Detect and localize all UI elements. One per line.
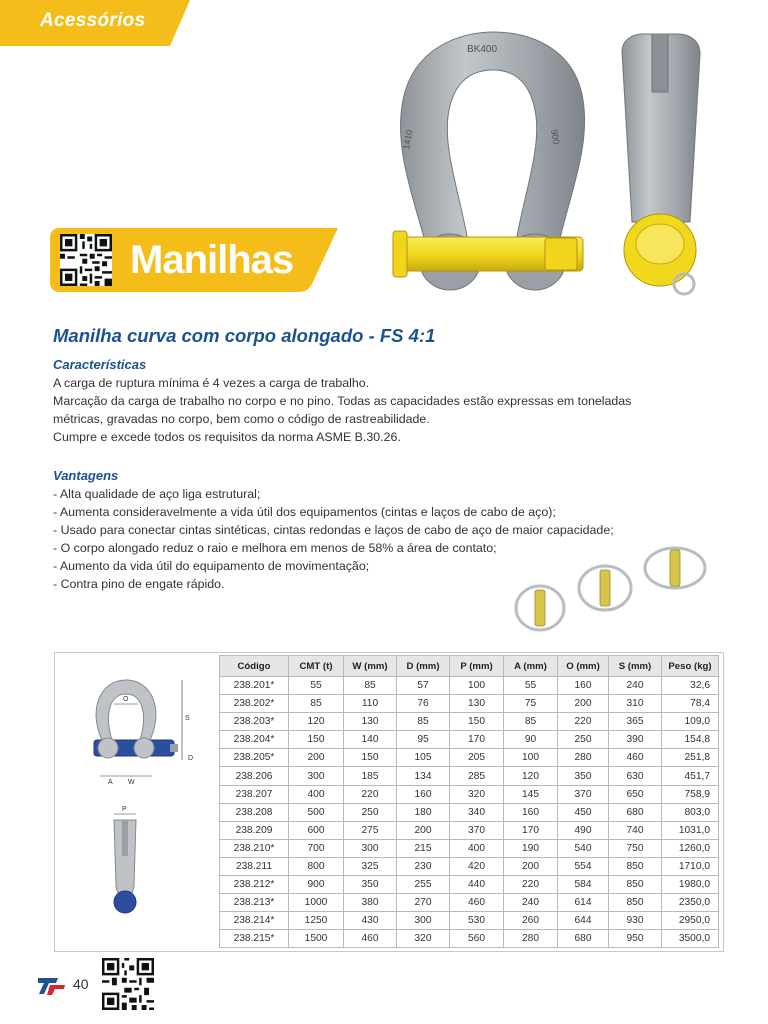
table-cell: 150 <box>289 731 344 749</box>
table-header-cell: W (mm) <box>344 656 397 677</box>
table-cell: 420 <box>450 857 504 875</box>
table-cell: 460 <box>609 749 662 767</box>
table-cell: 220 <box>558 713 609 731</box>
diagram-label-w: W <box>128 779 135 786</box>
table-cell: 700 <box>289 839 344 857</box>
table-cell: 255 <box>397 876 450 894</box>
specs-table <box>219 655 719 948</box>
table-cell: 350 <box>344 876 397 894</box>
table-cell: 900 <box>289 876 344 894</box>
shackle-marking-right: 900 <box>549 128 562 146</box>
table-cell: 200 <box>397 821 450 839</box>
table-cell: 85 <box>344 677 397 695</box>
table-cell: 340 <box>450 803 504 821</box>
table-header-cell: O (mm) <box>558 656 609 677</box>
table-cell: 530 <box>450 912 504 930</box>
table-cell: 55 <box>504 677 558 695</box>
table-cell-code: 238.204* <box>220 731 289 749</box>
table-cell: 145 <box>504 785 558 803</box>
table-row <box>220 857 719 875</box>
table-cell: 758,9 <box>662 785 719 803</box>
table-cell: 380 <box>344 894 397 912</box>
table-header-cell: CMT (t) <box>289 656 344 677</box>
table-body <box>220 677 719 948</box>
table-cell: 134 <box>397 767 450 785</box>
table-cell: 1710,0 <box>662 857 719 875</box>
table-cell: 584 <box>558 876 609 894</box>
shackle-front-image <box>385 30 600 300</box>
vantagens-heading: Vantagens <box>53 468 119 483</box>
table-row <box>220 749 719 767</box>
table-cell: 554 <box>558 857 609 875</box>
table-row <box>220 821 719 839</box>
table-cell: 250 <box>558 731 609 749</box>
table-cell: 205 <box>450 749 504 767</box>
table-cell-code: 238.201* <box>220 677 289 695</box>
vantagens-item: - Alta qualidade de aço liga estrutural; <box>53 487 261 501</box>
table-cell: 930 <box>609 912 662 930</box>
table-row <box>220 731 719 749</box>
table-cell: 1031,0 <box>662 821 719 839</box>
table-cell-code: 238.213* <box>220 894 289 912</box>
table-cell: 650 <box>609 785 662 803</box>
table-row <box>220 695 719 713</box>
table-cell: 300 <box>289 767 344 785</box>
table-header-cell: D (mm) <box>397 656 450 677</box>
table-cell: 560 <box>450 930 504 948</box>
table-row <box>220 803 719 821</box>
table-cell: 120 <box>504 767 558 785</box>
category-title: Manilhas <box>130 238 294 282</box>
diagram-label-a: A <box>108 779 113 786</box>
table-cell: 270 <box>397 894 450 912</box>
table-cell: 154,8 <box>662 731 719 749</box>
vantagens-item: - Aumento da vida útil do equipamento de movimentação; <box>53 559 370 573</box>
brand-logo <box>38 976 66 996</box>
table-cell: 1250 <box>289 912 344 930</box>
table-cell: 350 <box>558 767 609 785</box>
footer-qr-code-icon <box>102 958 154 1010</box>
table-cell: 370 <box>558 785 609 803</box>
table-cell: 220 <box>504 876 558 894</box>
table-cell-code: 238.203* <box>220 713 289 731</box>
table-cell: 140 <box>344 731 397 749</box>
table-cell: 215 <box>397 839 450 857</box>
table-cell: 750 <box>609 839 662 857</box>
table-cell: 200 <box>558 695 609 713</box>
table-row <box>220 677 719 695</box>
table-cell: 1500 <box>289 930 344 948</box>
table-cell: 220 <box>344 785 397 803</box>
table-cell: 370 <box>450 821 504 839</box>
table-header-cell: Peso (kg) <box>662 656 719 677</box>
diagram-label-d: D <box>188 755 194 762</box>
product-title: Manilha curva com corpo alongado - FS 4:1 <box>53 325 436 346</box>
table-cell: 850 <box>609 894 662 912</box>
table-cell: 630 <box>609 767 662 785</box>
table-cell: 75 <box>504 695 558 713</box>
table-cell: 110 <box>344 695 397 713</box>
table-cell: 240 <box>609 677 662 695</box>
table-cell: 160 <box>504 803 558 821</box>
diagram-label-o: O <box>123 696 129 703</box>
table-cell: 2950,0 <box>662 912 719 930</box>
table-cell: 430 <box>344 912 397 930</box>
shackle-marking: BK400 <box>467 44 498 55</box>
table-cell: 460 <box>450 894 504 912</box>
table-cell: 1260,0 <box>662 839 719 857</box>
table-cell: 680 <box>609 803 662 821</box>
table-cell: 300 <box>397 912 450 930</box>
caracteristicas-text <box>53 374 631 446</box>
table-header-row <box>220 656 719 677</box>
table-cell: 200 <box>504 857 558 875</box>
table-cell: 280 <box>558 749 609 767</box>
caracteristicas-line: Marcação da carga de trabalho no corpo e no pino. Todas as capacidades estão expressas em toneladas <box>53 394 632 408</box>
table-cell-code: 238.212* <box>220 876 289 894</box>
table-row <box>220 713 719 731</box>
table-cell-code: 238.210* <box>220 839 289 857</box>
table-cell: 300 <box>344 839 397 857</box>
table-header-cell: S (mm) <box>609 656 662 677</box>
table-cell: 390 <box>609 731 662 749</box>
shackle-diagram <box>78 670 208 935</box>
table-row <box>220 876 719 894</box>
table-cell: 1980,0 <box>662 876 719 894</box>
table-cell: 55 <box>289 677 344 695</box>
table-cell-code: 238.211 <box>220 857 289 875</box>
table-cell: 185 <box>344 767 397 785</box>
table-cell: 850 <box>609 876 662 894</box>
table-cell: 365 <box>609 713 662 731</box>
table-cell-code: 238.206 <box>220 767 289 785</box>
table-cell: 803,0 <box>662 803 719 821</box>
table-cell: 160 <box>558 677 609 695</box>
vantagens-item: - O corpo alongado reduz o raio e melhora em menos de 58% a área de contato; <box>53 541 497 555</box>
page-number: 40 <box>73 976 89 992</box>
table-cell: 180 <box>397 803 450 821</box>
table-cell: 85 <box>504 713 558 731</box>
table-header-cell: P (mm) <box>450 656 504 677</box>
vantagens-item: - Contra pino de engate rápido. <box>53 577 225 591</box>
table-cell: 540 <box>558 839 609 857</box>
table-cell: 614 <box>558 894 609 912</box>
table-cell: 740 <box>609 821 662 839</box>
table-cell: 109,0 <box>662 713 719 731</box>
qr-code-icon <box>60 234 112 286</box>
table-cell: 260 <box>504 912 558 930</box>
section-tab-label: Acessórios <box>40 10 146 31</box>
table-cell: 400 <box>289 785 344 803</box>
table-cell-code: 238.208 <box>220 803 289 821</box>
shackle-marking-left: 1410 <box>401 128 415 151</box>
table-cell: 850 <box>609 857 662 875</box>
table-cell: 95 <box>397 731 450 749</box>
table-cell: 78,4 <box>662 695 719 713</box>
table-cell: 450 <box>558 803 609 821</box>
table-cell: 325 <box>344 857 397 875</box>
vantagens-item: - Aumenta consideravelmente a vida útil dos equipamentos (cintas e laços de cabo de aço); <box>53 505 556 519</box>
table-header-cell: A (mm) <box>504 656 558 677</box>
table-cell: 451,7 <box>662 767 719 785</box>
table-row <box>220 839 719 857</box>
table-cell: 275 <box>344 821 397 839</box>
table-cell-code: 238.207 <box>220 785 289 803</box>
table-cell: 250 <box>344 803 397 821</box>
table-header-cell: Código <box>220 656 289 677</box>
table-cell-code: 238.214* <box>220 912 289 930</box>
table-cell: 150 <box>450 713 504 731</box>
diagram-label-p: P <box>122 806 127 813</box>
table-cell: 32,6 <box>662 677 719 695</box>
table-cell: 85 <box>289 695 344 713</box>
table-cell: 500 <box>289 803 344 821</box>
table-cell: 100 <box>450 677 504 695</box>
table-cell: 320 <box>397 930 450 948</box>
vantagens-item: - Usado para conectar cintas sintéticas, cintas redondas e laços de cabo de aço de maior capacidade; <box>53 523 614 537</box>
table-cell-code: 238.202* <box>220 695 289 713</box>
table-cell: 251,8 <box>662 749 719 767</box>
table-cell: 170 <box>504 821 558 839</box>
table-cell: 90 <box>504 731 558 749</box>
table-cell: 644 <box>558 912 609 930</box>
table-cell: 310 <box>609 695 662 713</box>
table-cell: 160 <box>397 785 450 803</box>
table-cell: 170 <box>450 731 504 749</box>
table-cell: 320 <box>450 785 504 803</box>
table-cell: 240 <box>504 894 558 912</box>
table-cell: 150 <box>344 749 397 767</box>
table-cell: 285 <box>450 767 504 785</box>
table-cell: 85 <box>397 713 450 731</box>
table-row <box>220 767 719 785</box>
table-cell: 76 <box>397 695 450 713</box>
table-row <box>220 912 719 930</box>
quick-pins-image <box>505 540 720 636</box>
table-cell-code: 238.205* <box>220 749 289 767</box>
table-cell: 280 <box>504 930 558 948</box>
table-cell: 2350,0 <box>662 894 719 912</box>
table-cell: 130 <box>344 713 397 731</box>
table-cell: 460 <box>344 930 397 948</box>
shackle-side-image <box>612 32 708 296</box>
table-cell: 100 <box>504 749 558 767</box>
table-cell: 490 <box>558 821 609 839</box>
table-cell: 680 <box>558 930 609 948</box>
table-cell: 800 <box>289 857 344 875</box>
table-cell: 1000 <box>289 894 344 912</box>
table-cell: 440 <box>450 876 504 894</box>
caracteristicas-line: A carga de ruptura mínima é 4 vezes a carga de trabalho. <box>53 376 370 390</box>
caracteristicas-line: métricas, gravadas no corpo, bem como o código de rastreabilidade. <box>53 412 430 426</box>
table-cell: 105 <box>397 749 450 767</box>
table-row <box>220 894 719 912</box>
caracteristicas-line: Cumpre e excede todos os requisitos da norma ASME B.30.26. <box>53 430 401 444</box>
table-cell: 600 <box>289 821 344 839</box>
table-cell: 130 <box>450 695 504 713</box>
table-cell: 200 <box>289 749 344 767</box>
table-cell: 120 <box>289 713 344 731</box>
table-cell: 3500,0 <box>662 930 719 948</box>
table-row <box>220 785 719 803</box>
table-cell: 57 <box>397 677 450 695</box>
caracteristicas-heading: Características <box>53 357 147 372</box>
diagram-label-s: S <box>185 715 190 722</box>
table-cell: 950 <box>609 930 662 948</box>
table-cell: 400 <box>450 839 504 857</box>
table-row <box>220 930 719 948</box>
table-cell-code: 238.215* <box>220 930 289 948</box>
table-cell-code: 238.209 <box>220 821 289 839</box>
table-cell: 230 <box>397 857 450 875</box>
table-cell: 190 <box>504 839 558 857</box>
